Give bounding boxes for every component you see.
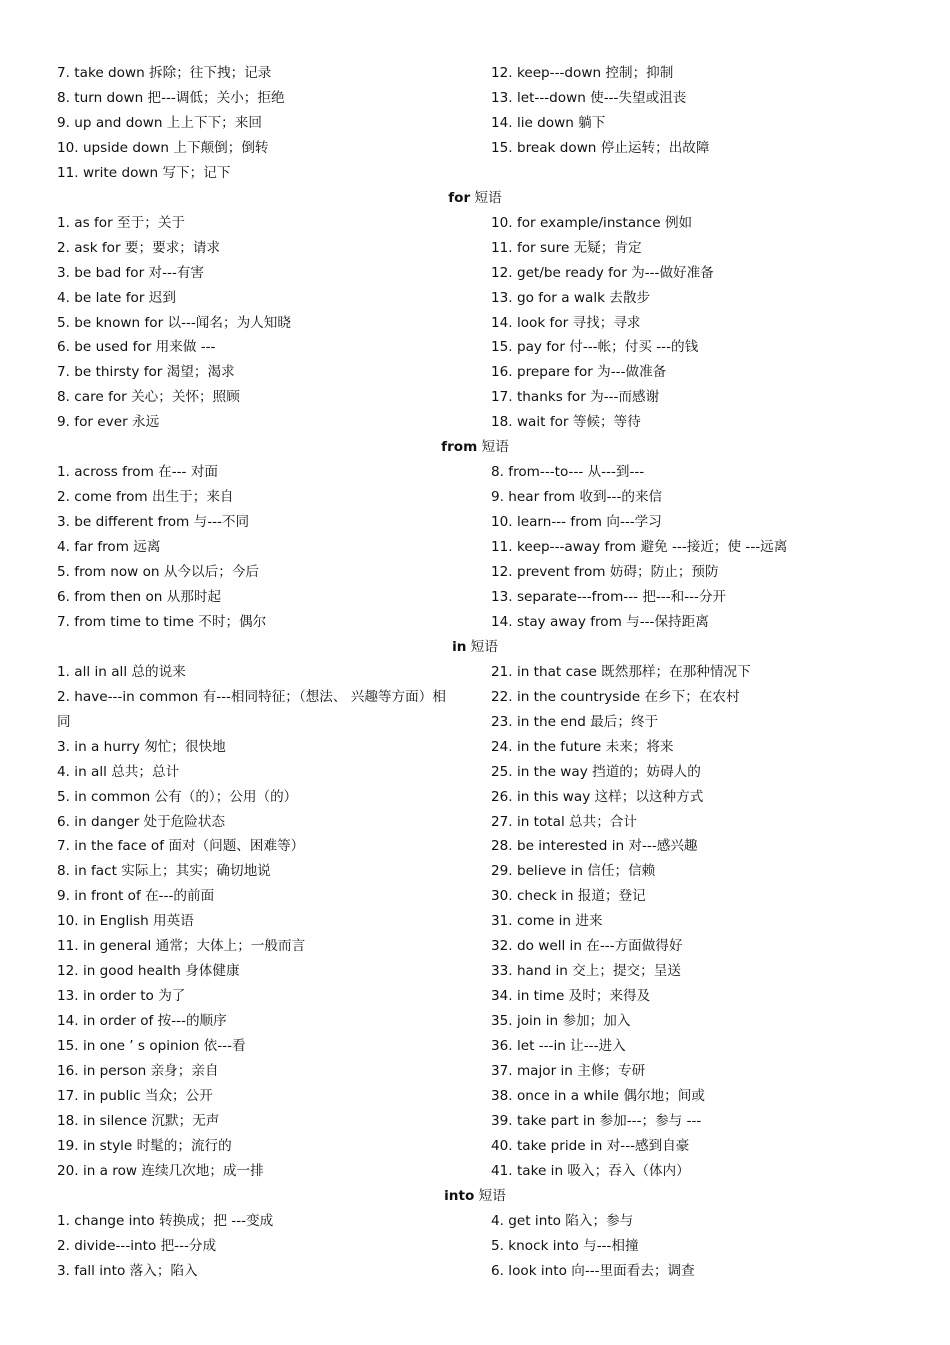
phrase-item: 37. major in 主修；专研 — [491, 1063, 646, 1079]
phrase-item: 13. separate---from--- 把---和---分开 — [491, 588, 727, 605]
phrase-item: 8. care for 关心；关怀；照顾 — [57, 389, 240, 406]
phrase-item: 10. for example/instance 例如 — [491, 214, 693, 231]
phrase-item: 13. go for a walk 去散步 — [491, 289, 651, 306]
phrase-item: 7. in the face of 面对（问题、困难等） — [57, 838, 305, 855]
phrase-item: 21. in that case 既然那样；在那种情况下 — [491, 663, 751, 680]
phrase-item: 9. in front of 在---的前面 — [57, 888, 215, 905]
phrase-item: 41. take in 吸入；吞入（体内） — [491, 1162, 690, 1179]
heading-keyword: in — [452, 638, 467, 655]
phrase-item: 38. once in a while 偶尔地；间或 — [491, 1087, 705, 1104]
phrase-item: 17. thanks for 为---而感谢 — [491, 389, 660, 406]
phrase-item: 3. be different from 与---不同 — [57, 514, 250, 531]
phrase-item: 18. in silence 沉默；无声 — [57, 1112, 220, 1129]
heading-keyword: for — [448, 189, 471, 206]
phrase-item: 8. in fact 实际上；其实；确切地说 — [57, 863, 271, 880]
heading-label: 短语 — [470, 638, 498, 655]
phrase-item: 14. lie down 躺下 — [491, 114, 606, 131]
heading-label: 短语 — [481, 439, 509, 456]
phrase-item: 29. believe in 信任；信赖 — [491, 863, 656, 880]
phrase-item: 25. in the way 挡道的；妨碍人的 — [491, 763, 701, 780]
phrase-item: 6. be used for 用来做 --- — [57, 339, 216, 356]
heading-keyword: from — [441, 439, 478, 456]
phrase-item: 33. hand in 交上；提交；呈送 — [491, 963, 681, 980]
phrase-item: 3. fall into 落入；陷入 — [57, 1262, 198, 1279]
phrase-item: 4. be late for 迟到 — [57, 289, 176, 306]
section-heading — [0, 186, 950, 211]
phrase-item: 1. all in all 总的说来 — [57, 663, 186, 680]
phrase-item: 39. take part in 参加---；参与 --- — [491, 1112, 702, 1129]
phrase-item: 11. for sure 无疑；肯定 — [491, 239, 642, 256]
phrase-item: 26. in this way 这样；以这种方式 — [491, 788, 704, 805]
phrase-item: 31. come in 进来 — [491, 913, 603, 930]
phrase-item: 2. have---in common 有---相同特征；（想法、 兴趣等方面）相同 — [57, 688, 446, 730]
phrase-item: 13. let---down 使---失望或沮丧 — [491, 89, 687, 106]
phrase-item: 5. from now on 从今以后；今后 — [57, 564, 260, 580]
phrase-item: 5. knock into 与---相撞 — [491, 1237, 639, 1254]
phrase-item: 3. in a hurry 匆忙；很快地 — [57, 738, 226, 755]
phrase-item: 1. as for 至于；关于 — [57, 214, 186, 231]
section-heading — [0, 435, 950, 460]
phrase-item: 14. in order of 按---的顺序 — [57, 1013, 227, 1030]
phrase-item: 9. hear from 收到---的来信 — [491, 489, 663, 506]
phrase-item: 3. be bad for 对---有害 — [57, 264, 205, 281]
phrase-item: 24. in the future 未来；将来 — [491, 738, 674, 755]
phrase-item: 36. let ---in 让---进入 — [491, 1038, 626, 1055]
phrase-item: 10. learn--- from 向---学习 — [491, 514, 662, 531]
phrase-item: 18. wait for 等候；等待 — [491, 414, 641, 431]
phrase-item: 6. from then on 从那时起 — [57, 588, 222, 605]
phrase-item: 12. in good health 身体健康 — [57, 963, 240, 980]
phrase-item: 4. get into 陷入；参与 — [491, 1212, 634, 1229]
phrase-item: 10. upside down 上下颠倒；倒转 — [57, 139, 269, 156]
phrase-item: 9. for ever 永远 — [57, 414, 160, 431]
phrase-item: 4. far from 远离 — [57, 539, 161, 556]
phrase-item: 9. up and down 上上下下；来回 — [57, 114, 262, 131]
phrase-item: 15. pay for 付---帐；付买 ---的钱 — [491, 339, 699, 356]
phrase-item: 5. be known for 以---闻名；为人知晓 — [57, 314, 291, 331]
phrase-item: 15. break down 停止运转；出故障 — [491, 139, 710, 156]
phrase-item: 16. prepare for 为---做准备 — [491, 364, 667, 381]
phrase-item: 11. keep---away from 避免 ---接近；使 ---远离 — [491, 539, 788, 556]
phrase-item: 13. in order to 为了 — [57, 988, 186, 1005]
heading-keyword: into — [444, 1187, 475, 1204]
phrase-item: 10. in English 用英语 — [57, 913, 194, 930]
phrase-item: 14. look for 寻找；寻求 — [491, 314, 641, 331]
phrase-item: 7. take down 拆除；往下拽；记录 — [57, 65, 272, 81]
phrase-item: 32. do well in 在---方面做得好 — [491, 938, 683, 955]
phrase-item: 7. be thirsty for 渴望；渴求 — [57, 364, 235, 381]
phrase-item: 2. come from 出生于；来自 — [57, 489, 234, 506]
phrase-item: 20. in a row 连续几次地；成一排 — [57, 1162, 264, 1179]
phrase-item: 4. in all 总共；总计 — [57, 763, 180, 780]
phrase-item: 40. take pride in 对---感到自豪 — [491, 1137, 690, 1154]
phrase-item: 12. prevent from 妨碍；防止；预防 — [491, 564, 719, 580]
phrase-item: 11. in general 通常；大体上；一般而言 — [57, 938, 306, 955]
heading-label: 短语 — [474, 189, 502, 206]
phrase-item: 8. turn down 把---调低；关小；拒绝 — [57, 89, 285, 106]
phrase-item: 12. get/be ready for 为---做好准备 — [491, 264, 714, 281]
phrase-item: 2. divide---into 把---分成 — [57, 1237, 217, 1254]
phrase-item: 16. in person 亲身；亲自 — [57, 1063, 219, 1079]
phrase-item: 28. be interested in 对---感兴趣 — [491, 838, 698, 855]
phrase-item: 7. from time to time 不时；偶尔 — [57, 613, 267, 630]
heading-label: 短语 — [478, 1187, 506, 1204]
phrase-item: 23. in the end 最后；终于 — [491, 713, 659, 730]
phrase-item: 1. change into 转换成；把 ---变成 — [57, 1212, 274, 1229]
phrase-item: 1. across from 在--- 对面 — [57, 464, 218, 481]
phrase-item: 12. keep---down 控制；抑制 — [491, 65, 674, 81]
phrase-item: 15. in one ’ s opinion 依---看 — [57, 1038, 246, 1055]
phrase-item: 2. ask for 要；要求；请求 — [57, 239, 221, 256]
phrase-item: 14. stay away from 与---保持距离 — [491, 613, 709, 630]
phrase-item: 8. from---to--- 从---到--- — [491, 464, 645, 481]
phrase-item: 6. in danger 处于危险状态 — [57, 813, 226, 830]
phrase-item: 17. in public 当众；公开 — [57, 1087, 213, 1104]
phrase-item: 27. in total 总共；合计 — [491, 813, 638, 830]
phrase-item: 34. in time 及时；来得及 — [491, 988, 651, 1005]
phrase-item: 30. check in 报道；登记 — [491, 888, 646, 905]
phrase-item: 5. in common 公有（的）；公用（的） — [57, 788, 298, 805]
phrase-item: 35. join in 参加；加入 — [491, 1013, 631, 1030]
phrase-item: 19. in style 时髦的；流行的 — [57, 1137, 232, 1154]
phrase-item: 6. look into 向---里面看去；调查 — [491, 1262, 695, 1279]
phrase-item: 11. write down 写下；记下 — [57, 164, 231, 181]
section-heading — [0, 635, 950, 660]
phrase-item: 22. in the countryside 在乡下；在农村 — [491, 688, 740, 705]
section-heading — [0, 1184, 950, 1209]
